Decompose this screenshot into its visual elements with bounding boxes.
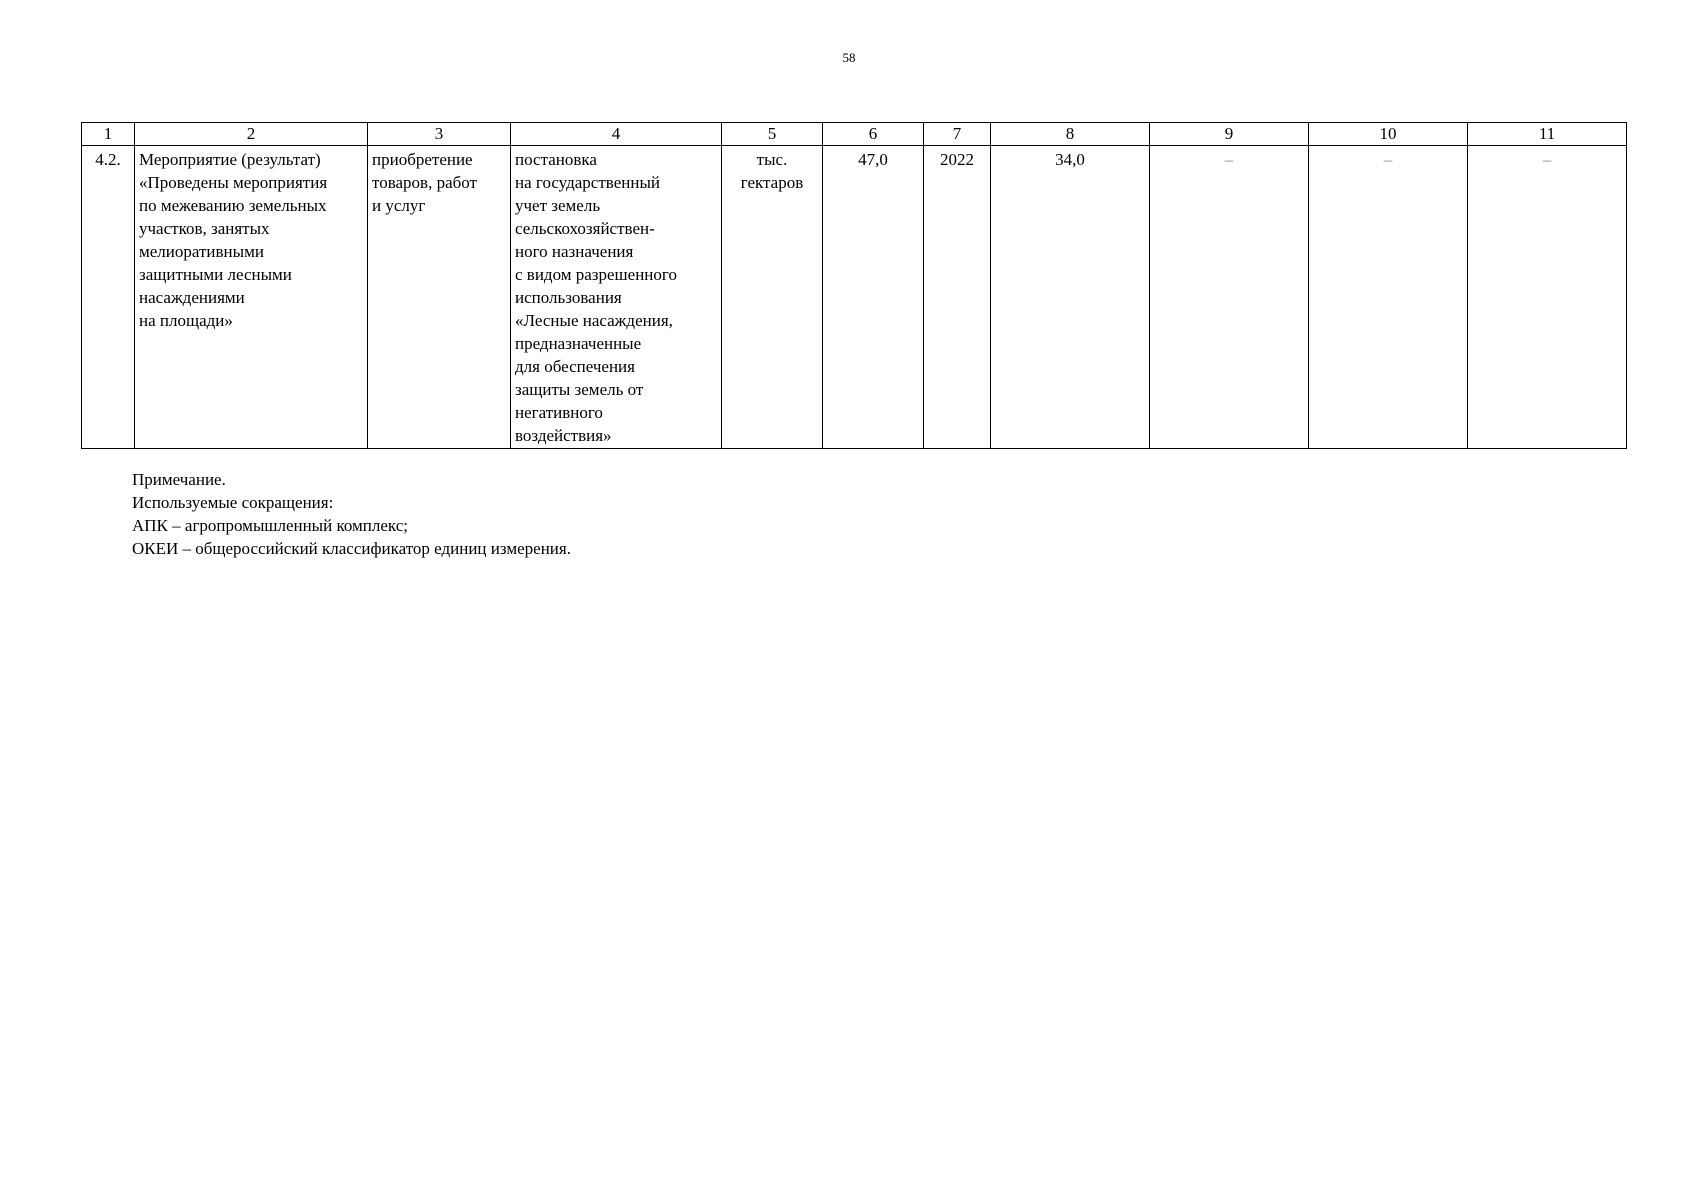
empty-value-cell: – [1468, 146, 1627, 449]
column-header: 9 [1150, 123, 1309, 146]
activity-type-cell: приобретение товаров, работ и услуг [368, 146, 511, 449]
data-table [81, 122, 1627, 449]
column-header: 5 [722, 123, 823, 146]
abbreviation-apk: АПК – агропромышленный комплекс; [132, 516, 409, 535]
column-header: 3 [368, 123, 511, 146]
page-number: 58 [842, 50, 856, 65]
unit-cell: тыс. гектаров [722, 146, 823, 449]
empty-value-cell: – [1309, 146, 1468, 449]
column-header: 7 [924, 123, 991, 146]
activity-description-cell: постановка на государственный учет земель сельскохозяйствен- ного назначения с видом разрешенного использования «Лесные насаждения, предназначенные для обеспечения защиты земель от негативного воздействия» [511, 146, 722, 449]
column-header: 10 [1309, 123, 1468, 146]
value-cell: 34,0 [991, 146, 1150, 449]
column-header: 11 [1468, 123, 1627, 146]
column-header: 1 [82, 123, 135, 146]
value-cell: 47,0 [823, 146, 924, 449]
year-cell: 2022 [924, 146, 991, 449]
table-header-row [82, 123, 1627, 146]
column-header: 8 [991, 123, 1150, 146]
abbreviation-okei: ОКЕИ – общероссийский классификатор единиц измерения. [132, 539, 571, 558]
empty-value-cell: – [1150, 146, 1309, 449]
column-header: 6 [823, 123, 924, 146]
notes-section [132, 468, 571, 560]
column-header: 2 [135, 123, 368, 146]
notes-title: Примечание. [132, 470, 226, 489]
notes-subtitle: Используемые сокращения: [132, 493, 334, 512]
table-row [82, 146, 1627, 449]
activity-name-cell: Мероприятие (результат) «Проведены мероприятия по межеванию земельных участков, занятых мелиоративными защитными лесными насаждениями на площади» [135, 146, 368, 449]
row-number-cell: 4.2. [82, 146, 135, 449]
column-header: 4 [511, 123, 722, 146]
